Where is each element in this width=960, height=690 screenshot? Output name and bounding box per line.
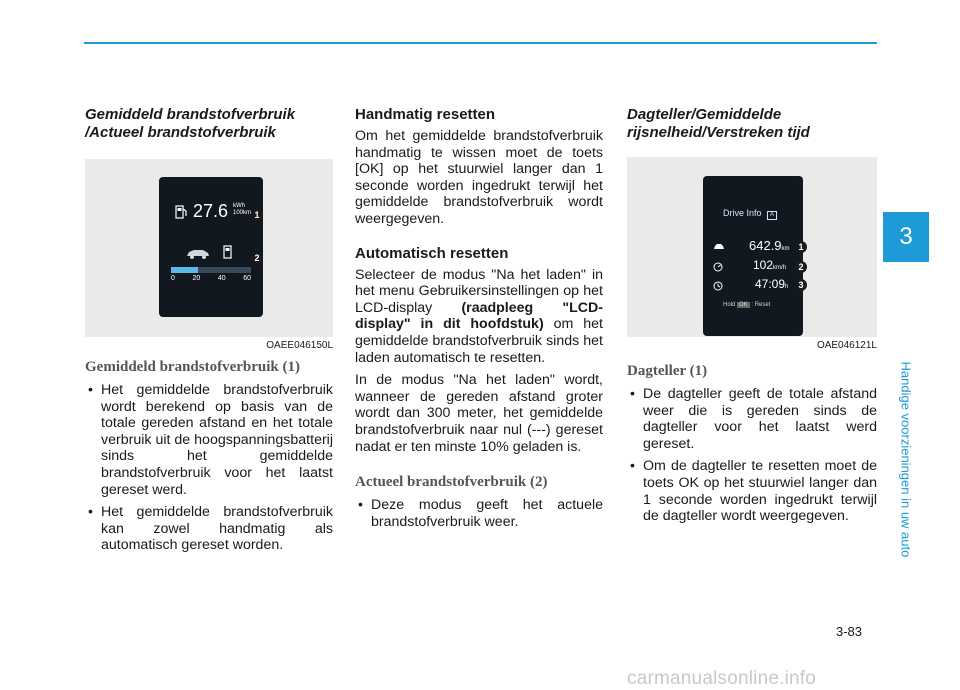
speed-number: 102 <box>753 258 774 272</box>
subtitle-average: Gemiddeld brandstofverbruik (1) <box>85 359 301 375</box>
time-unit: h <box>785 284 789 290</box>
column-middle <box>355 106 603 536</box>
page-number: 3-83 <box>836 624 863 639</box>
car-icon <box>713 242 725 251</box>
scale-label: 60 <box>243 275 251 282</box>
figure-caption: OAEE046150L <box>266 340 333 351</box>
auto-text-reference: (raadpleeg "LCD-display" in dit hoofdstuk) <box>355 299 603 333</box>
bullet-list-tripmeter <box>627 386 877 525</box>
section-title-line2: /Actueel brandstofverbruik <box>85 124 276 141</box>
chapter-title <box>898 361 914 558</box>
scale-label: 0 <box>171 275 175 282</box>
hold-reset-hint <box>723 302 770 308</box>
column-left <box>85 106 333 560</box>
cluster-screen <box>159 177 263 317</box>
callout-1: 1 <box>795 241 807 253</box>
list-item: • Het gemiddelde brandstofverbruik wordt berekend op basis van de totale gereden afstand en het totale verbruik uit de hoogspanningsbatterij sinds het gemiddelde brandstofverbruik voor het laatst gereset werd. <box>85 382 333 498</box>
cluster-unit-top: kWh <box>233 203 245 209</box>
section-title-line1: Gemiddeld brandstofverbruik <box>85 106 296 123</box>
section-title-fuel <box>85 106 333 142</box>
section-title-trip <box>627 106 877 142</box>
speed-unit: km/h <box>773 265 787 271</box>
figure-fuel-economy <box>85 159 333 337</box>
paragraph-auto-reset <box>355 267 603 367</box>
hold-text: Hold <box>723 302 736 308</box>
chapter-tab: 3 <box>883 212 929 262</box>
bullet-list-average <box>85 382 333 554</box>
bullet-list-actual <box>355 497 603 530</box>
drive-info-title <box>723 208 777 220</box>
paragraph-auto-reset-2: In de modus "Na het laden" wordt, wanneer de gereden afstand groter wordt dan 300 meter, het gemiddelde brandstofverbruik naar nul (---) gereset nadat er ten minste 10% geladen is. <box>355 372 603 455</box>
fuel-scale-fill <box>171 267 198 273</box>
distance-value <box>749 238 790 253</box>
section-title-line1: Dagteller/Gemiddelde <box>627 106 782 123</box>
heading-manual-reset: Handmatig resetten <box>355 106 496 123</box>
time-value <box>755 277 788 291</box>
list-item: • De dagteller geeft de totale afstand weer die is gereden sinds de dagteller voor het laatst werd gereset. <box>627 386 877 452</box>
subtitle-tripmeter: Dagteller (1) <box>627 363 708 379</box>
clock-icon <box>713 281 723 291</box>
auto-text-end: om het gemiddelde brandstofverbruik sinds het laden automatisch te resetten. <box>355 316 603 366</box>
fuel-pump-icon <box>175 205 187 219</box>
fuel-scale-track <box>171 267 251 273</box>
figure-caption: OAE046121L <box>816 340 877 351</box>
reset-text: : Reset <box>751 302 771 308</box>
list-item: • Om de dagteller te resetten moet de toets OK op het stuurwiel langer dan 1 seconde worden ingedrukt terwijl de dagteller wordt weergegeven. <box>627 458 877 524</box>
drive-info-title-text: Drive Info <box>723 208 762 218</box>
time-number: 47:09 <box>755 277 786 291</box>
callout-3: 3 <box>795 279 807 291</box>
chapter-title-text: Handige voorzieningen in uw auto <box>898 361 914 558</box>
callout-2: 2 <box>795 261 807 273</box>
drive-info-screen <box>703 176 803 336</box>
cluster-fuel-value: 27.6 <box>193 201 229 221</box>
cluster-unit <box>233 203 251 217</box>
callout-1: 1 <box>251 209 263 221</box>
speedometer-icon <box>713 262 723 272</box>
top-rule <box>84 42 877 44</box>
scale-label: 40 <box>217 275 226 282</box>
subtitle-actual: Actueel brandstofverbruik (2) <box>355 474 548 491</box>
speed-value <box>753 258 786 272</box>
fuel-scale-labels <box>171 275 251 282</box>
section-title-line2: rijsnelheid/Verstreken tijd <box>627 124 810 141</box>
paragraph-manual-reset: Om het gemiddelde brandstofverbruik handmatig te wissen moet de toets [OK] op het stuurwiel langer dan 1 seconde worden ingedrukt terwijl het gemiddelde brandstofverbruik wordt weergegeven. <box>355 128 603 227</box>
callout-2: 2 <box>251 252 263 264</box>
auto-text-start: Selecteer de modus "Na het laden" in het menu Gebruikersinstellingen op het LCD-display <box>355 266 603 316</box>
scale-label: 20 <box>192 275 201 282</box>
car-icon <box>185 247 211 259</box>
cluster-unit-bottom: 100km <box>233 210 252 216</box>
heading-auto-reset: Automatisch resetten <box>355 244 509 262</box>
ok-key-badge: OK <box>739 302 748 308</box>
figure-drive-info <box>627 157 877 337</box>
list-item: • Deze modus geeft het actuele brandstofverbruik weer. <box>355 497 603 530</box>
watermark: carmanualsonline.info <box>627 668 817 689</box>
list-item: • Het gemiddelde brandstofverbruik kan zowel handmatig als automatisch gereset worden. <box>85 504 333 554</box>
column-right <box>627 106 877 531</box>
fuel-pump-small-icon <box>223 245 235 259</box>
distance-number: 642.9 <box>749 238 782 253</box>
drive-info-badge: A <box>767 211 777 220</box>
distance-unit: km <box>781 246 790 252</box>
